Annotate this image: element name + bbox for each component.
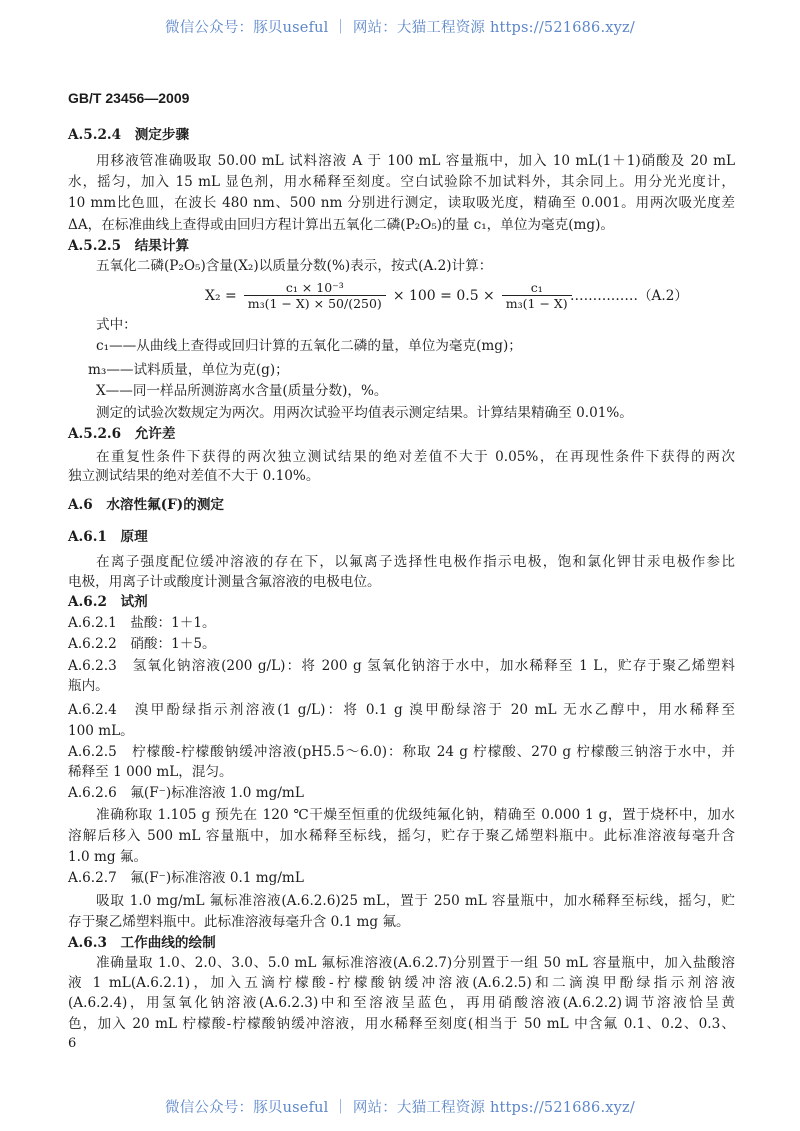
text-line: 1.0 mg 氟。 — [68, 849, 148, 865]
text-line: 在离子强度配位缓冲溶液的存在下，以氟离子选择性电极作指示电极，饱和氯化钾甘汞电极作参比 — [96, 554, 735, 570]
section-heading: A.6 水溶性氟(F)的测定 — [68, 497, 225, 513]
section-heading: A.6.1 原理 — [68, 529, 148, 545]
text-line: 水，摇匀，加入 15 mL 显色剂，用水稀释至刻度。空白试验除不加试料外，其余同上。用分光光度计， — [68, 174, 735, 190]
text-line: 色，加入 20 mL 柠檬酸-柠檬酸钠缓冲溶液，用水稀释至刻度(相当于 50 mL 中含氟 0.1、0.2、0.3、 — [68, 1016, 735, 1032]
text-line: 液 1 mL(A.6.2.1)，加入五滴柠檬酸-柠檬酸钠缓冲溶液(A.6.2.5)和二滴溴甲酚绿指示剂溶液 — [68, 975, 735, 991]
text-line: m₃——试料质量，单位为克(g)； — [88, 362, 289, 378]
section-heading: A.6.2 试剂 — [68, 594, 148, 610]
text-line: 溶解后移入 500 mL 容量瓶中，加水稀释至标线，摇匀，贮存于聚乙烯塑料瓶中。此标准溶液每毫升含 — [68, 828, 735, 844]
text-line: 电极，用离子计或酸度计测量含氟溶液的电极电位。 — [68, 574, 381, 590]
denominator-2: m₃(1 − X) — [502, 295, 572, 311]
denominator-1: m₃(1 − X) × 50/(250) — [244, 295, 386, 311]
text-line: 式中： — [96, 317, 137, 333]
text-line: A.6.2.2 硝酸：1＋5。 — [68, 636, 216, 652]
text-line: ΔA，在标准曲线上查得或由回归方程计算出五氧化二磷(P₂O₅)的量 c₁，单位为毫克(mg)。 — [68, 217, 615, 233]
text-line: A.6.2.3 氢氧化钠溶液(200 g/L)：将 200 g 氢氧化钠溶于水中，加水稀释至 1 L，贮存于聚乙烯塑料 — [68, 658, 735, 674]
section-heading: A.5.2.6 允许差 — [68, 426, 176, 442]
section-heading: A.5.2.4 测定步骤 — [68, 127, 190, 143]
formula-mid: × 100 = 0.5 × — [392, 287, 495, 304]
text-line: 存于聚乙烯塑料瓶中。此标准溶液每毫升含 0.1 mg 氟。 — [68, 914, 410, 930]
text-line: 独立测试结果的绝对差值不大于 0.10%。 — [68, 468, 320, 484]
text-line: A.6.2.1 盐酸：1＋1。 — [68, 615, 216, 631]
watermark-bottom: 微信公众号：豚贝useful ｜ 网站：大猫工程资源 https://521686.xyz/ — [165, 1100, 635, 1116]
text-line: 测定的试验次数规定为两次。用两次试验平均值表示测定结果。计算结果精确至 0.01%。 — [96, 405, 633, 421]
text-line: A.6.2.5 柠檬酸-柠檬酸钠缓冲溶液(pH5.5～6.0)：称取 24 g 柠檬酸、270 g 柠檬酸三钠溶于水中，并 — [68, 744, 735, 760]
section-heading: A.6.3 工作曲线的绘制 — [68, 935, 216, 951]
fraction-2 — [502, 280, 572, 311]
text-line: X——同一样品所测游离水含量(质量分数)，%。 — [96, 383, 388, 399]
text-line: 准确量取 1.0、2.0、3.0、5.0 mL 氟标准溶液(A.6.2.7)分别置于一组 50 mL 容量瓶中，加入盐酸溶 — [96, 955, 735, 971]
section-heading: A.5.2.5 结果计算 — [68, 238, 190, 254]
text-line: 用移液管准确吸取 50.00 mL 试料溶液 A 于 100 mL 容量瓶中，加入 10 mL(1＋1)硝酸及 20 mL — [96, 153, 735, 169]
text-line: 瓶内。 — [68, 678, 109, 694]
text-line: A.6.2.4 溴甲酚绿指示剂溶液(1 g/L)：将 0.1 g 溴甲酚绿溶于 20 mL 无水乙醇中，用水稀释至 — [68, 702, 735, 718]
formula-a2 — [205, 280, 575, 311]
text-line: A.6.2.6 氟(F⁻)标准溶液 1.0 mg/mL — [68, 785, 304, 801]
numerator-2: c₁ — [530, 280, 543, 295]
watermark-top: 微信公众号：豚贝useful ｜ 网站：大猫工程资源 https://521686.xyz/ — [165, 20, 635, 36]
text-line: 在重复性条件下获得的两次独立测试结果的绝对差值不大于 0.05%，在再现性条件下获得的两次 — [96, 449, 735, 465]
numerator-1: c₁ × 10⁻³ — [285, 280, 344, 295]
text-line: 吸取 1.0 mg/mL 氟标准溶液(A.6.2.6)25 mL，置于 250 mL 容量瓶中，加水稀释至标线，摇匀，贮 — [96, 893, 735, 909]
text-line: 五氧化二磷(P₂O₅)含量(X₂)以质量分数(%)表示，按式(A.2)计算： — [96, 258, 493, 274]
text-line: 稀释至 1 000 mL，混匀。 — [68, 764, 233, 780]
text-line: 准确称取 1.105 g 预先在 120 ℃干燥至恒重的优级纯氟化钠，精确至 0.000 1 g，置于烧杯中，加水 — [96, 807, 735, 823]
equation-number: ……………（A.2） — [570, 288, 688, 304]
page-number: 6 — [68, 1036, 77, 1051]
text-line: 100 mL。 — [68, 723, 134, 739]
fraction-1 — [244, 280, 386, 311]
text-line: c₁——从曲线上查得或回归计算的五氧化二磷的量，单位为毫克(mg)； — [96, 338, 522, 354]
text-line: A.6.2.7 氟(F⁻)标准溶液 0.1 mg/mL — [68, 870, 304, 886]
text-line: 10 mm比色皿，在波长 480 nm、500 nm 分别进行测定，读取吸光度，精确至 0.001。用两次吸光度差 — [68, 195, 735, 211]
formula-lhs: X₂ = — [205, 287, 237, 304]
standard-code: GB/T 23456—2009 — [68, 90, 190, 106]
text-line: (A.6.2.4)，用氢氧化钠溶液(A.6.2.3)中和至溶液呈蓝色，再用硝酸溶液(A.6.2.2)调节溶液恰呈黄 — [68, 995, 735, 1011]
